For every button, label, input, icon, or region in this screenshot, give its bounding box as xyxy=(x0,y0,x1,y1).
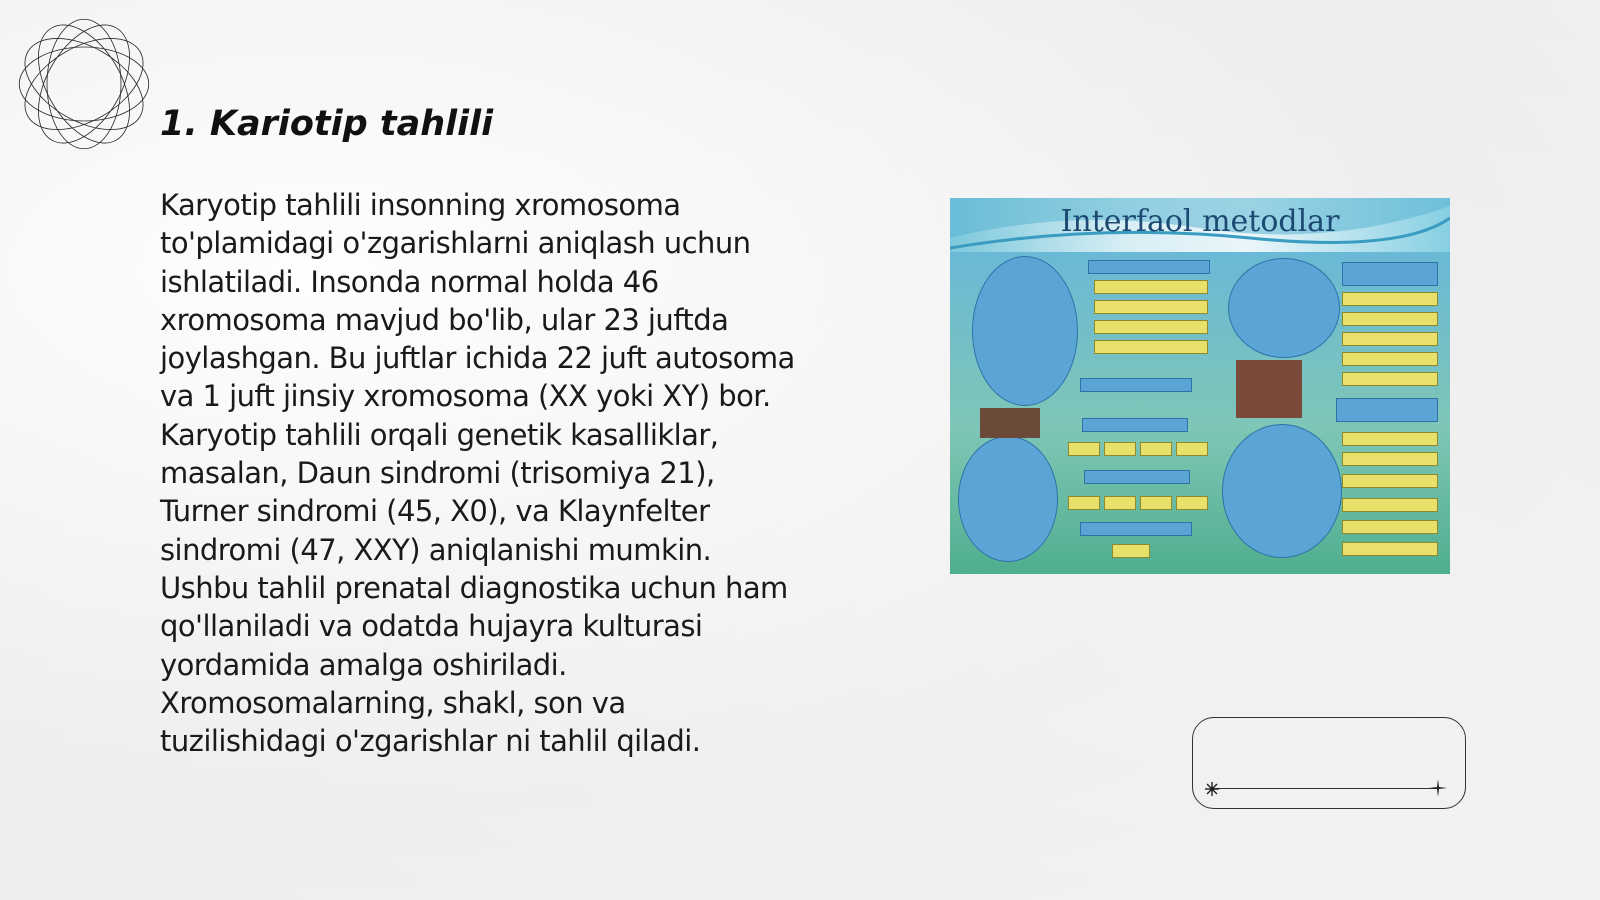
poster-bar xyxy=(1342,520,1438,534)
slide-title: 1. Kariotip tahlili xyxy=(160,104,494,144)
body-line: Turner sindromi (45, X0), va Klaynfelter xyxy=(160,494,710,529)
poster-bar xyxy=(1342,372,1438,386)
poster-bar xyxy=(1082,418,1188,432)
body-line: Karyotip tahlili orqali genetik kasalliklar, xyxy=(160,417,719,452)
poster-bar xyxy=(1342,262,1438,286)
poster-photo xyxy=(980,408,1040,438)
poster-bar xyxy=(1104,496,1136,510)
poster-bar xyxy=(1176,442,1208,456)
poster-bar xyxy=(1342,292,1438,306)
poster-bar xyxy=(1342,312,1438,326)
poster-bar xyxy=(1104,442,1136,456)
poster-photo xyxy=(1236,360,1302,418)
poster-body xyxy=(950,252,1450,574)
body-line: Xromosomalarning, shakl, son va xyxy=(160,685,626,720)
poster-bar xyxy=(1336,398,1438,422)
poster-bar xyxy=(1342,542,1438,556)
poster-bar xyxy=(1080,522,1192,536)
poster-bar xyxy=(1112,544,1150,558)
interactive-methods-poster xyxy=(950,198,1450,574)
body-line: xromosoma mavjud bo'lib, ular 23 juftda xyxy=(160,302,729,337)
body-line: va 1 juft jinsiy xromosoma (XX yoki XY) bor. xyxy=(160,379,771,414)
poster-bar xyxy=(1176,496,1208,510)
poster-bar xyxy=(1342,432,1438,446)
poster-header xyxy=(950,198,1450,254)
rosette-icon xyxy=(10,10,158,158)
poster-bar xyxy=(1068,442,1100,456)
poster-bubble xyxy=(972,256,1078,406)
poster-bar xyxy=(1068,496,1100,510)
body-line: sindromi (47, XXY) aniqlanishi mumkin. xyxy=(160,532,712,567)
body-line: Ushbu tahlil prenatal diagnostika uchun ham xyxy=(160,570,788,605)
poster-bar xyxy=(1094,340,1208,354)
body-line: masalan, Daun sindromi (trisomiya 21), xyxy=(160,456,715,491)
poster-title: Interfaol metodlar xyxy=(1060,204,1340,239)
poster-bar xyxy=(1342,474,1438,488)
poster-bar xyxy=(1342,352,1438,366)
poster-bubble xyxy=(1222,424,1342,558)
body-line: joylashgan. Bu juftlar ichida 22 juft autosoma xyxy=(160,341,795,376)
body-line: qo'llaniladi va odatda hujayra kulturasi xyxy=(160,609,703,644)
poster-bubble xyxy=(958,436,1058,562)
body-line: yordamida amalga oshiriladi. xyxy=(160,647,567,682)
poster-bar xyxy=(1094,300,1208,314)
poster-bar xyxy=(1080,378,1192,392)
poster-bar xyxy=(1342,332,1438,346)
poster-bar xyxy=(1084,470,1190,484)
plus-icon xyxy=(1428,778,1448,798)
body-line: tuzilishidagi o'zgarishlar ni tahlil qiladi. xyxy=(160,724,701,759)
decorative-line xyxy=(1212,788,1438,789)
body-line: to'plamidagi o'zgarishlarni aniqlash uchun xyxy=(160,226,751,261)
decorative-frame xyxy=(1192,717,1466,809)
poster-bar xyxy=(1140,496,1172,510)
sparkle-icon xyxy=(1203,780,1221,798)
poster-bar xyxy=(1088,260,1210,274)
poster-bar xyxy=(1342,452,1438,466)
poster-bubble xyxy=(1228,258,1340,358)
poster-bar xyxy=(1342,498,1438,512)
body-line: Karyotip tahlili insonning xromosoma xyxy=(160,188,681,222)
body-line: ishlatiladi. Insonda normal holda 46 xyxy=(160,264,659,299)
poster-bar xyxy=(1094,280,1208,294)
body-paragraph xyxy=(160,186,850,760)
poster-bar xyxy=(1094,320,1208,334)
poster-bar xyxy=(1140,442,1172,456)
